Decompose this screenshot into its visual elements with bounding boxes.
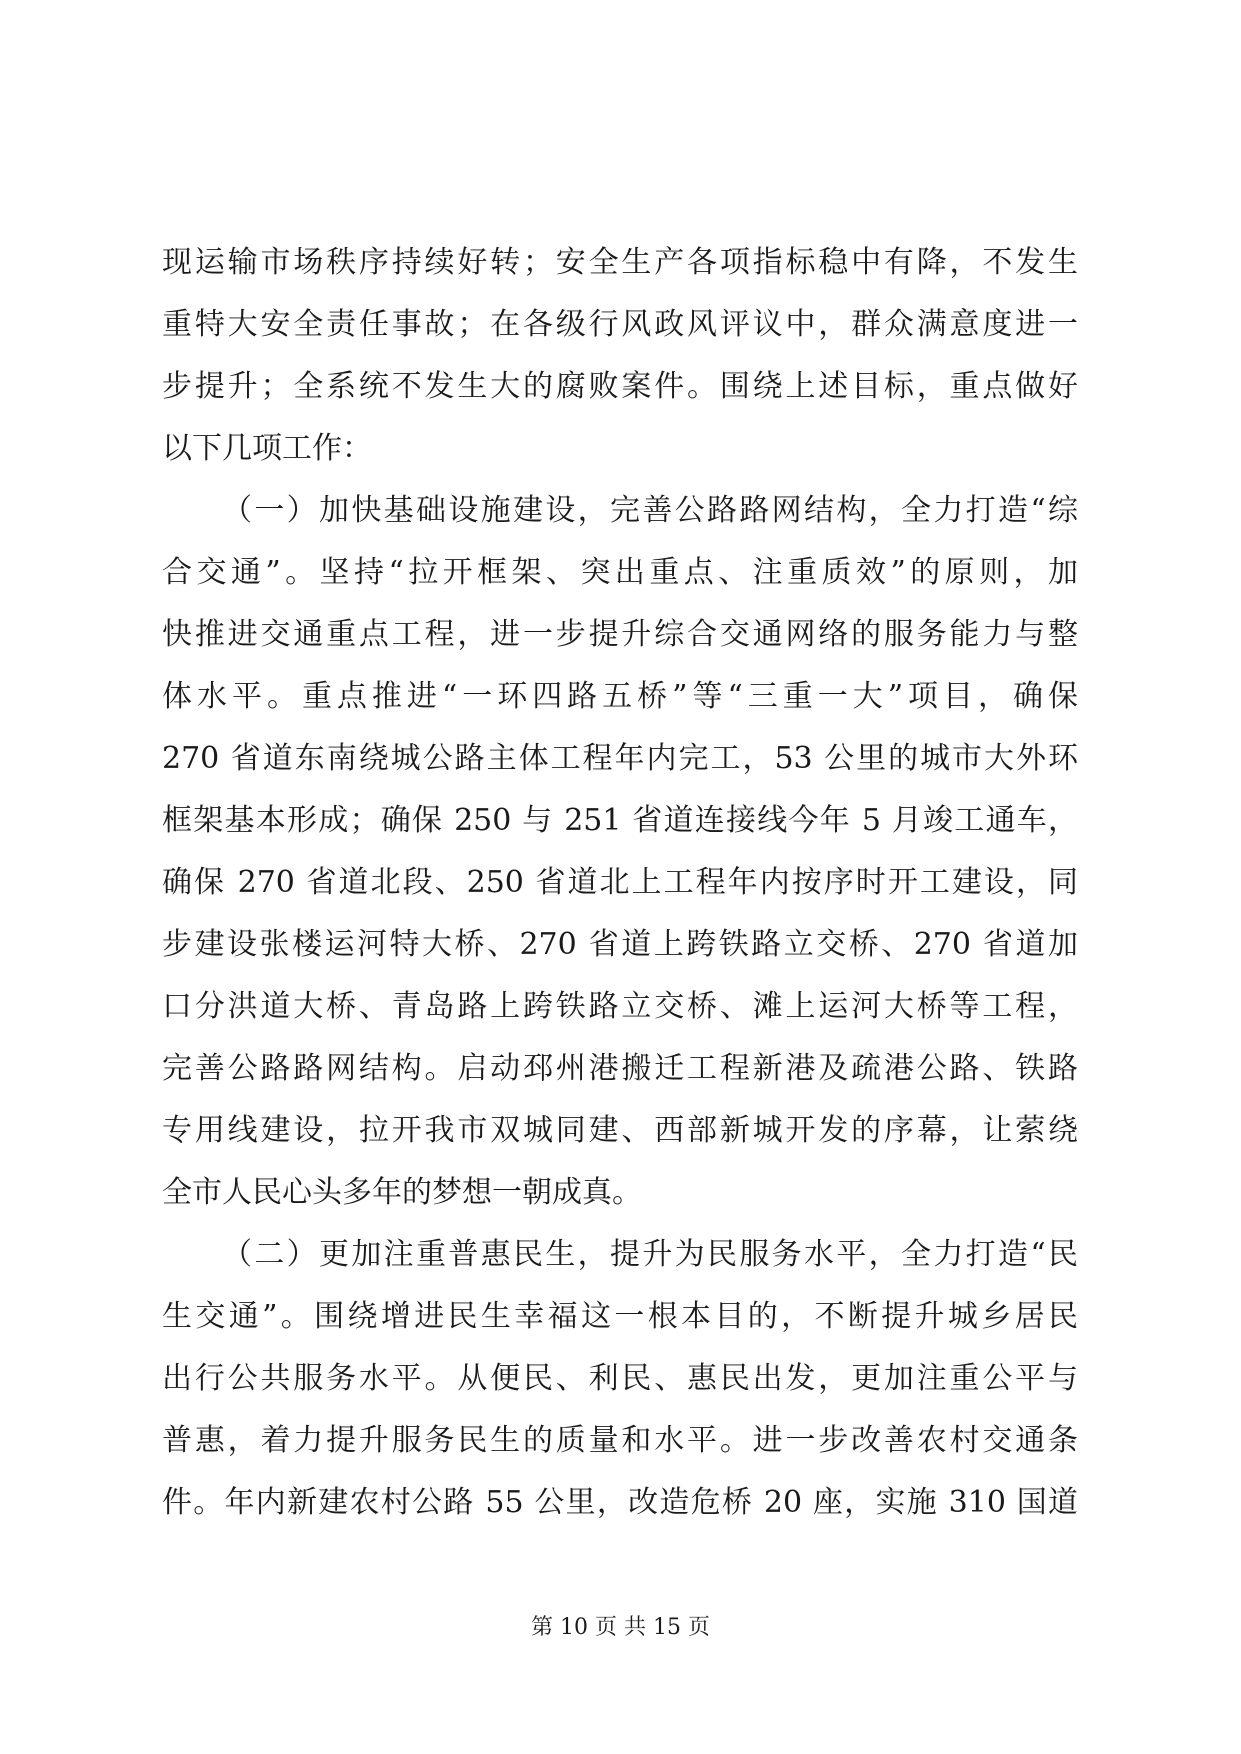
text-line: 专用线建设，拉开我市双城同建、西部新城开发的序幕，让萦绕 [162, 1113, 1078, 1148]
text-line: 件。年内新建农村公路 55 公里，改造危桥 20 座，实施 310 国道 [162, 1485, 1078, 1520]
section-heading-line: （二）更加注重普惠民生，提升为民服务水平，全力打造“民 [222, 1237, 1078, 1272]
text-line: 快推进交通重点工程，进一步提升综合交通网络的服务能力与整 [162, 617, 1078, 652]
body-text [162, 232, 1078, 1534]
text-line: 步提升；全系统不发生大的腐败案件。围绕上述目标，重点做好 [162, 369, 1078, 404]
text-line: 普惠，着力提升服务民生的质量和水平。进一步改善农村交通条 [162, 1423, 1078, 1458]
text-line: 口分洪道大桥、青岛路上跨铁路立交桥、滩上运河大桥等工程， [162, 989, 1078, 1024]
text-line: 270 省道东南绕城公路主体工程年内完工，53 公里的城市大外环 [162, 741, 1078, 776]
text-line: 以下几项工作： [162, 431, 372, 466]
page-number: 第 10 页 共 15 页 [531, 1615, 710, 1640]
text-line: 合交通”。坚持“拉开框架、突出重点、注重质效”的原则，加 [162, 555, 1078, 590]
text-line: 全市人民心头多年的梦想一朝成真。 [162, 1175, 642, 1210]
text-line: 生交通”。围绕增进民生幸福这一根本目的，不断提升城乡居民 [162, 1299, 1078, 1334]
text-line: 出行公共服务水平。从便民、利民、惠民出发，更加注重公平与 [162, 1361, 1078, 1396]
section-heading-line: （一）加快基础设施建设，完善公路路网结构，全力打造“综 [222, 493, 1078, 528]
page-footer [0, 1613, 1241, 1643]
text-line: 现运输市场秩序持续好转；安全生产各项指标稳中有降，不发生 [162, 245, 1078, 280]
text-line: 重特大安全责任事故；在各级行风政风评议中，群众满意度进一 [162, 307, 1078, 342]
text-line: 完善公路路网结构。启动邳州港搬迁工程新港及疏港公路、铁路 [162, 1051, 1078, 1086]
text-line: 步建设张楼运河特大桥、270 省道上跨铁路立交桥、270 省道加 [162, 927, 1078, 962]
text-line: 框架基本形成；确保 250 与 251 省道连接线今年 5 月竣工通车， [162, 803, 1078, 838]
text-line: 体水平。重点推进“一环四路五桥”等“三重一大”项目，确保 [162, 679, 1078, 714]
text-line: 确保 270 省道北段、250 省道北上工程年内按序时开工建设，同 [162, 865, 1078, 900]
